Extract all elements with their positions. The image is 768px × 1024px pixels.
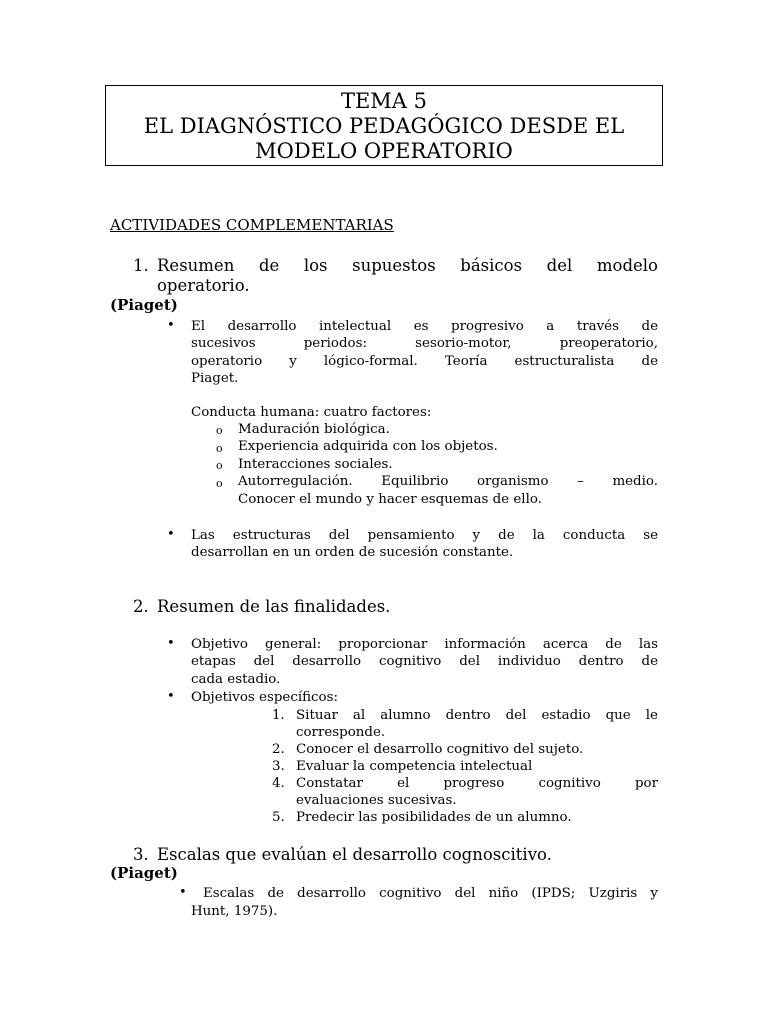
item1-bullet-a-line2: sucesivos periodos: sesorio-motor, preoperatorio, [191, 336, 658, 352]
bullet-glyph: • [167, 318, 175, 333]
item3-number: 3. [133, 845, 149, 864]
circle-bullet-glyph: o [216, 424, 223, 437]
circle-bullet-glyph: o [216, 442, 223, 455]
factors-intro: Conducta humana: cuatro factores: [191, 405, 432, 420]
factor-2: Experiencia adquirida con los objetos. [238, 439, 498, 454]
objective-4-line2: evaluaciones sucesivas. [296, 793, 457, 808]
objective-4-line1: Constatar el progreso cognitivo por [296, 776, 658, 791]
item3-bullet-a-line1: Escalas de desarrollo cognitivo del niño (IPDS; Uzgiris y [203, 886, 658, 901]
item2-bullet-a [191, 636, 658, 688]
circle-bullet-glyph: o [216, 459, 223, 472]
item2-bullet-a-line2: etapas del desarrollo cognitivo del individuo dentro de [191, 654, 658, 670]
item2-bullet-a-line3: cada estadio. [191, 671, 281, 687]
item1-bullet-a-line3: operatorio y lógico-formal. Teoría estructuralista de [191, 353, 658, 369]
factor-3: Interacciones sociales. [238, 457, 393, 472]
item1-bullet-b-line1: Las estructuras del pensamiento y de la conducta se [191, 528, 658, 543]
item1-bullet-a [191, 318, 658, 388]
objective-1-number: 1. [272, 708, 285, 723]
item1-bullet-a-line4: Piaget. [191, 371, 239, 387]
item1-source: (Piaget) [110, 296, 178, 314]
title-box [105, 85, 663, 166]
objective-1-line1: Situar al alumno dentro del estadio que le [296, 708, 658, 723]
objective-5-number: 5. [272, 810, 285, 825]
item1-heading-line1: Resumen de los supuestos básicos del modelo [157, 256, 658, 275]
bullet-glyph: • [167, 689, 175, 704]
item2-bullet-b: Objetivos específicos: [191, 690, 338, 705]
factor-4: Autorregulación. Equilibrio organismo – medio. [238, 474, 658, 489]
item3-bullet-a-line2: Hunt, 1975). [191, 904, 278, 919]
objective-3-line1: Evaluar la competencia intelectual [296, 759, 533, 774]
factor-4-continued: Conocer el mundo y hacer esquemas de ello. [238, 492, 542, 507]
section-title: ACTIVIDADES COMPLEMENTARIAS [110, 216, 394, 234]
item2-heading: Resumen de las finalidades. [157, 597, 391, 616]
item2-number: 2. [133, 597, 149, 616]
item2-bullet-a-line1: Objetivo general: proporcionar información acerca de las [191, 637, 658, 652]
item1-bullet-b [191, 527, 658, 562]
title-line-1: TEMA 5 [340, 89, 428, 113]
objective-4-number: 4. [272, 776, 285, 791]
item1-heading-line2: operatorio. [157, 276, 250, 295]
item3-heading: Escalas que evalúan el desarrollo cognoscitivo. [157, 845, 552, 864]
item1-bullet-b-line2: desarrollan en un orden de sucesión constante. [191, 545, 514, 561]
objective-5-line1: Predecir las posibilidades de un alumno. [296, 810, 572, 825]
factor-1: Maduración biológica. [238, 422, 390, 437]
objective-1-line2: corresponde. [296, 725, 386, 740]
bullet-glyph: • [167, 527, 175, 542]
bullet-glyph: • [167, 636, 175, 651]
objective-2-line1: Conocer el desarrollo cognitivo del sujeto. [296, 742, 584, 757]
title-line-3: MODELO OPERATORIO [255, 139, 513, 163]
item1-number: 1. [133, 256, 149, 275]
objective-2-number: 2. [272, 742, 285, 757]
title-line-2: EL DIAGNÓSTICO PEDAGÓGICO DESDE EL [143, 114, 625, 138]
item3-bullet-a [203, 885, 658, 902]
objective-3-number: 3. [272, 759, 285, 774]
item1-bullet-a-line1: El desarrollo intelectual es progresivo a través de [191, 319, 658, 334]
bullet-glyph: • [179, 885, 187, 900]
item3-source: (Piaget) [110, 864, 178, 882]
circle-bullet-glyph: o [216, 477, 223, 490]
